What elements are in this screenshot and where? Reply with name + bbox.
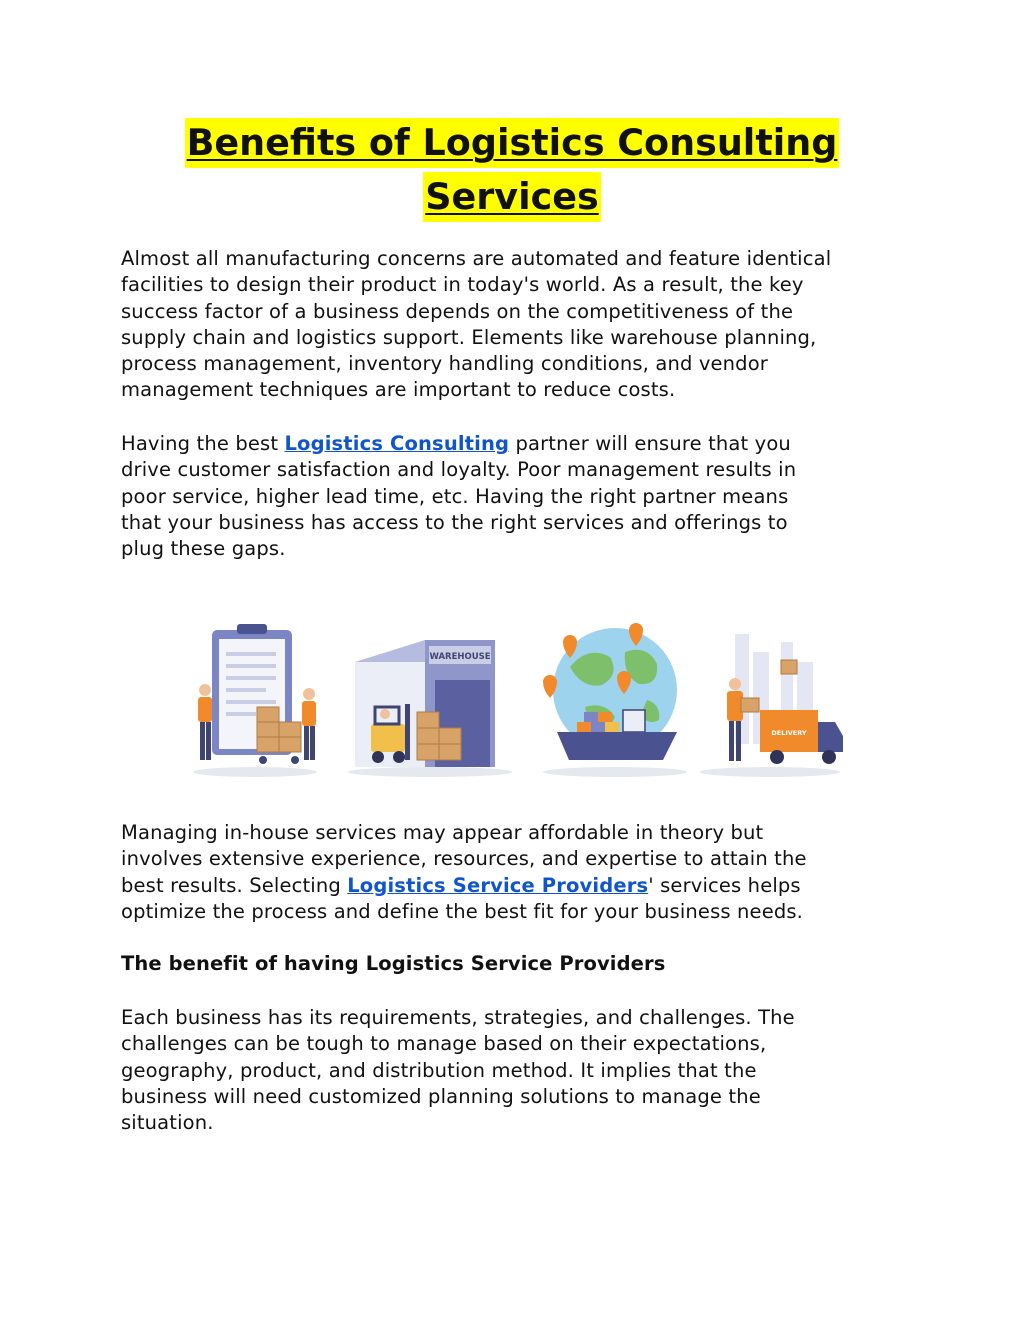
text-segment: ' services helps [648,873,801,897]
section-subheading: The benefit of having Logistics Service Providers [121,952,666,975]
in-house-paragraph [121,820,911,925]
text-line: drive customer satisfaction and loyalty. Poor management results in [121,458,797,482]
text-line: geography, product, and distribution method. It implies that the [121,1058,757,1082]
text-line: Each business has its requirements, strategies, and challenges. The [121,1006,795,1029]
page-title [0,118,1024,222]
warehouse-panel [348,640,512,777]
text-line: business will need customized planning solutions to manage the [121,1084,761,1108]
text-line: situation. [121,1111,214,1135]
text-line: involves extensive experience, resources, and expertise to attain the [121,847,807,871]
delivery-panel [700,634,843,777]
globe-panel [543,623,687,777]
warehouse-sign-text: WAREHOUSE [429,652,491,662]
text-line: poor service, higher lead time, etc. Having the right partner means [121,484,789,508]
text-line: process management, inventory handling conditions, and vendor [121,352,768,376]
text-line: Managing in-house services may appear affordable in theory but [121,821,764,844]
intro-paragraph [121,246,911,404]
truck-label-text: DELIVERY [771,729,807,737]
text-line: challenges can be tough to manage based on their expectations, [121,1032,767,1056]
text-line: success factor of a business depends on the competitiveness of the [121,299,794,323]
logistics-illustration [185,612,845,787]
text-line: management techniques are important to reduce costs. [121,378,676,402]
text-line: optimize the process and define the best fit for your business needs. [121,899,804,923]
text-line: plug these gaps. [121,537,286,561]
text-segment: best results. Selecting [121,873,348,897]
clipboard-panel [193,624,317,777]
logistics-service-providers-link[interactable]: Logistics Service Providers [347,873,649,897]
title-line-1: Benefits of Logistics Consulting [185,118,840,168]
text-line: that your business has access to the right services and offerings to [121,510,788,534]
title-line-2: Services [423,172,600,222]
text-line: supply chain and logistics support. Elements like warehouse planning, [121,325,817,349]
text-segment: Having the best [121,432,285,455]
logistics-consulting-link[interactable]: Logistics Consulting [284,432,510,455]
consulting-paragraph [121,431,911,562]
requirements-paragraph [121,1005,911,1136]
text-line: Almost all manufacturing concerns are automated and feature identical [121,247,832,270]
text-segment: partner will ensure that you [509,432,791,455]
text-line: facilities to design their product in today's world. As a result, the key [121,273,804,297]
